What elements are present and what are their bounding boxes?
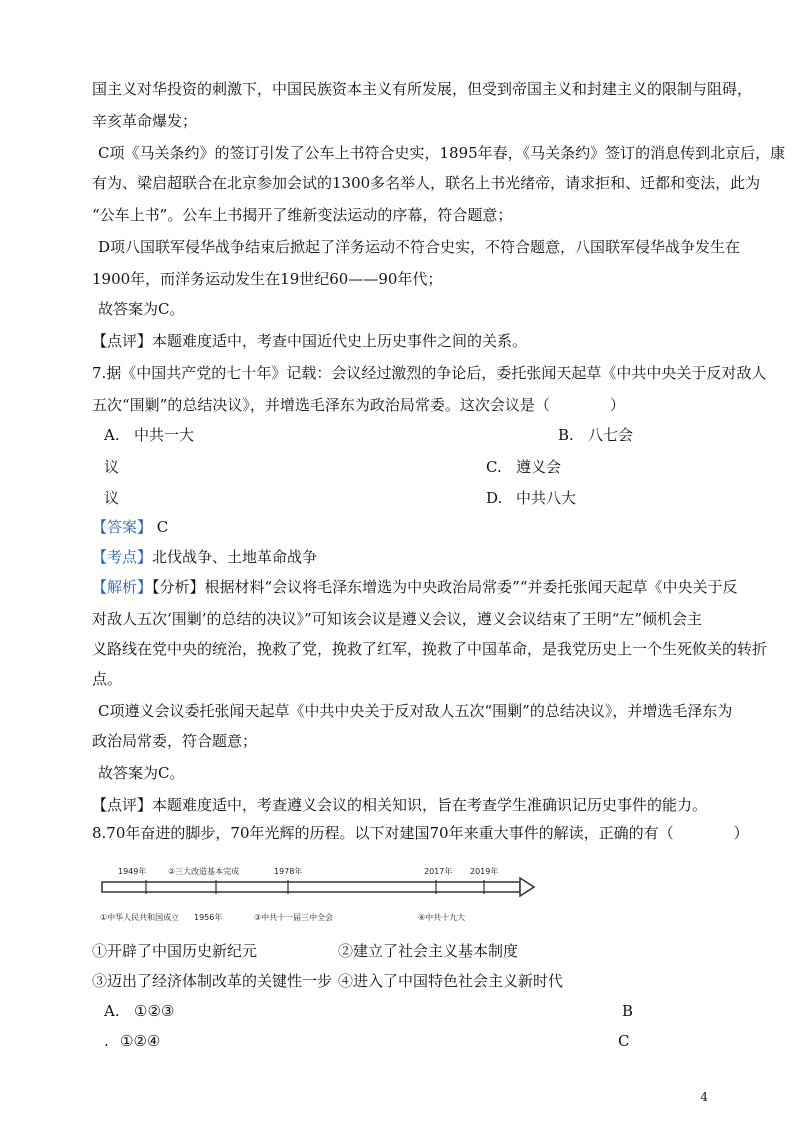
- q7-option-b-text: 八七会: [588, 426, 634, 444]
- answer-tag: 【答案】: [92, 518, 153, 536]
- body-line: 国主义对华投资的刺激下，中国民族资本主义有所发展，但受到帝国主义和封建主义的限制与阻碍，: [92, 80, 753, 98]
- timeline-arrow-head: [520, 878, 534, 896]
- comment-text: 本题难度适中，考查遵义会议的相关知识，旨在考查学生准确识记历史事件的能力。: [152, 796, 708, 814]
- answer-line: [92, 517, 168, 537]
- q7-option-a-letter: A.: [104, 426, 120, 444]
- question-8-stem: 8.70年奋进的脚步，70年光辉的历程。以下对建国70年来重大事件的解读，正确的有（ ）: [92, 824, 749, 842]
- timeline-bottom-label: ④中共十九大: [418, 913, 466, 922]
- body-line: 有为、梁启超联合在北京参加会试的1300多名举人，联名上书光绪帝，请求拒和、迁都和变法，此为: [92, 174, 761, 192]
- timeline-bar: [102, 882, 520, 892]
- comment-line: [92, 795, 707, 815]
- q8-statement-3: ③迈出了经济体制改革的关键性一步: [92, 972, 333, 990]
- body-line: 1900年，而洋务运动发生在19世纪60——90年代；: [92, 270, 443, 288]
- knowledge-point-text: 北伐战争、土地革命战争: [152, 548, 318, 566]
- timeline-bottom-label: 1956年: [194, 913, 223, 922]
- knowledge-point-line: [92, 547, 317, 567]
- analysis-line: 点。: [92, 670, 123, 688]
- analysis-line: [92, 577, 738, 597]
- analysis-tag: 【解析】: [92, 578, 153, 596]
- q7-option-b-letter: B.: [558, 426, 574, 444]
- q8-option-b-dot: .: [104, 1032, 109, 1050]
- timeline-figure: [98, 858, 538, 928]
- q8-option-a-letter: A.: [104, 1002, 120, 1020]
- answer-value: C: [156, 518, 169, 536]
- timeline-top-label: 1949年: [118, 867, 147, 876]
- option-c-explanation: C项遵义会议委托张闻天起草《中共中央关于反对敌人五次“围剿”的总结决议》，并增选毛泽东为: [98, 702, 733, 720]
- q8-option-c-letter: C: [618, 1032, 630, 1050]
- conclusion-line: 故答案为C。: [98, 764, 185, 782]
- q8-option-a-text: ①②③: [134, 1002, 175, 1020]
- timeline-top-label: ②三大改造基本完成: [168, 867, 240, 876]
- timeline-bottom-label: ③中共十一届三中全会: [254, 913, 334, 922]
- analysis-text: 【分析】根据材料“会议将毛泽东增选为中央政治局常委”“并委托张闻天起草《中央关于反: [152, 578, 738, 596]
- q8-option-b-letter: B: [622, 1002, 634, 1020]
- comment-tag: 【点评】: [92, 796, 153, 814]
- timeline-top-label: 2019年: [470, 867, 499, 876]
- comment-tag: 【点评】: [92, 332, 153, 350]
- comment-line: [92, 331, 527, 351]
- q7-option-a-text: 中共一大: [134, 426, 195, 444]
- q7-option-b-continued: 议: [104, 458, 120, 476]
- q8-option-b-text: ①②④: [120, 1032, 161, 1050]
- question-7-stem: 五次“围剿”的总结决议》，并增选毛泽东为政治局常委。这次会议是（ ）: [92, 396, 625, 414]
- timeline-top-label: 2017年: [424, 867, 453, 876]
- knowledge-point-tag: 【考点】: [92, 548, 153, 566]
- q7-option-c-letter: C.: [486, 458, 502, 476]
- comment-text: 本题难度适中，考查中国近代史上历史事件之间的关系。: [152, 332, 528, 350]
- q7-option-c-continued: 议: [104, 489, 120, 507]
- analysis-line: 对敌人五次‘围剿’的总结的决议》”可知该会议是遵义会议，遵义会议结束了王明“左”倾机会主: [92, 610, 703, 628]
- page-number: 4: [700, 1090, 708, 1104]
- conclusion-line: 故答案为C。: [98, 300, 185, 318]
- q8-statement-4: ④进入了中国特色社会主义新时代: [338, 972, 564, 990]
- analysis-line: 义路线在党中央的统治，挽救了党，挽救了红军，挽救了中国革命，是我党历史上一个生死攸关的转折: [92, 640, 768, 658]
- option-c-explanation: 政治局常委，符合题意；: [92, 732, 258, 750]
- q7-option-d-letter: D.: [486, 489, 503, 507]
- q8-statement-1: ①开辟了中国历史新纪元: [92, 942, 258, 960]
- body-line: D项八国联军侵华战争结束后掀起了洋务运动不符合史实，不符合题意，八国联军侵华战争发生在: [98, 238, 741, 256]
- body-line: “公车上书”。公车上书揭开了维新变法运动的序幕，符合题意；: [92, 206, 513, 224]
- question-7-stem: 7.据《中国共产党的七十年》记载：会议经过激烈的争论后，委托张闻天起草《中共中央关于反对敌人: [92, 364, 767, 382]
- body-line: 辛亥革命爆发；: [92, 112, 198, 130]
- q7-option-c-text: 遵义会: [516, 458, 562, 476]
- q8-statement-2: ②建立了社会主义基本制度: [338, 942, 519, 960]
- timeline-top-label: 1978年: [274, 867, 303, 876]
- body-line: C项《马关条约》的签订引发了公车上书符合史实，1895年春，《马关条约》签订的消息传到北京后，康: [98, 144, 786, 162]
- timeline-bottom-label: ①中华人民共和国成立: [100, 913, 180, 922]
- q7-option-d-text: 中共八大: [516, 489, 577, 507]
